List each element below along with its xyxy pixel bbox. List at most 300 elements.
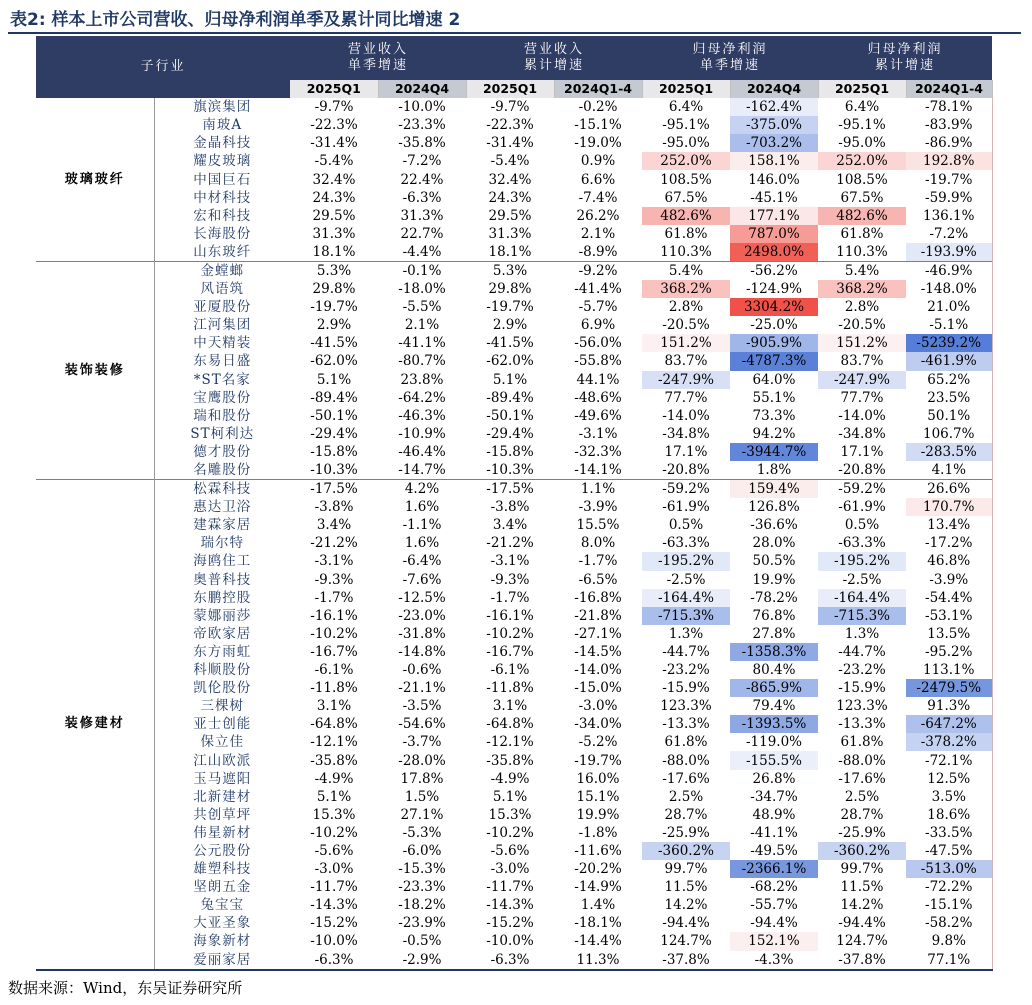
table-row	[36, 914, 992, 932]
table-row	[36, 334, 992, 352]
company-cell: 山东玻纤	[154, 243, 290, 262]
value-cell: 73.3%	[752, 407, 796, 424]
company-cell: 亚厦股份	[154, 298, 290, 316]
value-cell: -34.0%	[574, 716, 622, 733]
table-row	[36, 770, 992, 788]
value-cell: -4.9%	[314, 770, 354, 787]
value-cell: -0.1%	[378, 261, 466, 280]
sub-industry-cell: 装饰装修	[36, 261, 154, 479]
value-cell: 3.5%	[906, 788, 992, 806]
value-cell: -19.7%	[310, 299, 358, 316]
value-cell: -7.4%	[578, 189, 618, 206]
value-cell: 80.4%	[752, 662, 796, 679]
value-cell: 50.5%	[752, 553, 796, 570]
value-cell: -9.3%	[490, 571, 530, 588]
company-cell: 旗滨集团	[154, 98, 290, 116]
value-cell: -72.1%	[906, 751, 992, 769]
value-cell: -10.0%	[398, 99, 446, 116]
value-cell: 2.5%	[668, 788, 704, 805]
value-cell: -15.2%	[486, 915, 534, 932]
company-cell: 凯伦股份	[154, 679, 290, 697]
value-cell: -10.2%	[486, 824, 534, 841]
value-cell: -88.0%	[662, 752, 710, 769]
value-cell: -283.5%	[906, 443, 992, 461]
value-cell: -15.0%	[574, 680, 622, 697]
table-row	[36, 134, 992, 152]
value-cell: -3.9%	[578, 499, 618, 516]
value-cell: -1358.3%	[730, 643, 818, 661]
value-cell: 5.1%	[316, 788, 352, 805]
value-cell: 1.3%	[844, 625, 880, 642]
value-cell: -15.9%	[838, 680, 886, 697]
period-header: 2025Q1	[466, 80, 554, 98]
table-row	[36, 480, 992, 499]
value-cell: -7.6%	[402, 571, 442, 588]
value-cell: -3.1%	[490, 553, 530, 570]
value-cell: 61.8%	[664, 734, 708, 751]
value-cell: -8.9%	[578, 243, 618, 260]
value-cell: 99.7%	[840, 861, 884, 878]
value-cell: 123.3%	[660, 698, 712, 715]
value-cell: -1.1%	[402, 517, 442, 534]
value-cell: 17.1%	[840, 443, 884, 460]
value-cell: -23.2%	[662, 662, 710, 679]
table-row	[36, 552, 992, 570]
value-cell: -11.6%	[574, 842, 622, 859]
table-row	[36, 498, 992, 516]
value-cell: -19.0%	[574, 135, 622, 152]
table-row	[36, 715, 992, 733]
value-cell: 29.8%	[488, 281, 532, 298]
value-cell: 252.0%	[642, 152, 730, 170]
value-cell: -14.7%	[398, 462, 446, 479]
value-cell: 9.8%	[906, 932, 992, 950]
value-cell: 124.7%	[836, 933, 888, 950]
value-cell: -25.9%	[662, 824, 710, 841]
value-cell: 3.4%	[316, 517, 352, 534]
table-row	[36, 116, 992, 134]
value-cell: 13.4%	[906, 516, 992, 534]
company-cell: 宏和科技	[154, 207, 290, 225]
table-row	[36, 534, 992, 552]
value-cell: -14.8%	[398, 643, 446, 660]
value-cell: 91.3%	[906, 697, 992, 715]
table-row	[36, 806, 992, 824]
value-cell: -17.6%	[662, 770, 710, 787]
value-cell: 50.1%	[906, 407, 992, 425]
value-cell: -10.0%	[486, 933, 534, 950]
value-cell: -55.8%	[574, 353, 622, 370]
company-cell: 伟星新材	[154, 824, 290, 842]
value-cell: -37.8%	[642, 951, 730, 970]
value-cell: 99.7%	[664, 861, 708, 878]
table-row	[36, 607, 992, 625]
value-cell: -3.7%	[402, 734, 442, 751]
value-cell: 61.8%	[840, 225, 884, 242]
value-cell: 18.6%	[906, 806, 992, 824]
table-title: 表2: 样本上市公司营收、归母净利润单季及累计同比增速 2	[10, 10, 461, 30]
company-cell: 大亚圣象	[154, 914, 290, 932]
value-cell: 28.7%	[840, 806, 884, 823]
value-cell: 14.2%	[664, 897, 708, 914]
period-header: 2024Q4	[730, 80, 818, 98]
value-cell: -27.1%	[574, 625, 622, 642]
value-cell: -14.3%	[310, 897, 358, 914]
value-cell: 27.1%	[400, 806, 444, 823]
value-cell: -41.1%	[398, 335, 446, 352]
value-cell: -148.0%	[906, 280, 992, 298]
value-cell: -15.1%	[906, 896, 992, 914]
value-cell: -14.4%	[574, 933, 622, 950]
group-header: 营业收入 单季增速	[290, 36, 466, 80]
value-cell: 46.8%	[906, 552, 992, 570]
value-cell: -1393.5%	[730, 715, 818, 733]
value-cell: -54.6%	[398, 716, 446, 733]
value-cell: -34.7%	[750, 788, 798, 805]
value-cell: -15.8%	[486, 443, 534, 460]
value-cell: -360.2%	[818, 842, 906, 860]
company-cell: *ST名家	[154, 371, 290, 389]
group-header: 营业收入 累计增速	[466, 36, 642, 80]
company-cell: 长海股份	[154, 225, 290, 243]
value-cell: -461.9%	[906, 352, 992, 370]
table-row	[36, 243, 992, 262]
value-cell: -68.2%	[750, 879, 798, 896]
value-cell: 15.3%	[488, 806, 532, 823]
value-cell: 26.2%	[576, 207, 620, 224]
value-cell: 31.3%	[488, 225, 532, 242]
value-cell: -7.2%	[402, 153, 442, 170]
value-cell: -35.8%	[486, 752, 534, 769]
value-cell: -14.3%	[486, 897, 534, 914]
value-cell: -95.2%	[906, 643, 992, 661]
value-cell: -94.4%	[662, 915, 710, 932]
value-cell: -21.8%	[574, 607, 622, 624]
table-row	[36, 733, 992, 751]
value-cell: -23.2%	[838, 662, 886, 679]
value-cell: -32.3%	[574, 443, 622, 460]
sub-industry-cell: 玻璃玻纤	[64, 171, 125, 187]
value-cell: -78.2%	[750, 589, 798, 606]
value-cell: -89.4%	[310, 389, 358, 406]
value-cell: -47.5%	[906, 842, 992, 860]
company-cell: 三棵树	[154, 697, 290, 715]
value-cell: 368.2%	[642, 280, 730, 298]
value-cell: -41.5%	[310, 335, 358, 352]
value-cell: -20.8%	[662, 462, 710, 479]
company-cell: 海鸥住工	[154, 552, 290, 570]
value-cell: -1.8%	[578, 824, 618, 841]
value-cell: -95.0%	[662, 135, 710, 152]
growth-table	[36, 36, 993, 971]
value-cell: 158.1%	[730, 152, 818, 170]
table-row	[36, 316, 992, 334]
value-cell: -29.4%	[486, 425, 534, 442]
value-cell: 5.3%	[466, 261, 554, 280]
value-cell: -83.9%	[906, 116, 992, 134]
value-cell: 136.1%	[906, 207, 992, 225]
company-cell: 耀皮玻璃	[154, 152, 290, 170]
value-cell: 29.5%	[488, 207, 532, 224]
value-cell: -46.9%	[906, 261, 992, 280]
company-cell: ST柯利达	[154, 425, 290, 443]
value-cell: 19.9%	[752, 571, 796, 588]
value-cell: -49.5%	[750, 842, 798, 859]
value-cell: -20.5%	[662, 317, 710, 334]
value-cell: 123.3%	[836, 698, 888, 715]
company-cell: 江山欧派	[154, 751, 290, 769]
value-cell: -5239.2%	[906, 334, 992, 352]
value-cell: -62.0%	[486, 353, 534, 370]
value-cell: -20.5%	[838, 317, 886, 334]
company-cell: 惠达卫浴	[154, 498, 290, 516]
value-cell: -23.3%	[398, 879, 446, 896]
value-cell: -195.2%	[818, 552, 906, 570]
value-cell: -12.1%	[310, 734, 358, 751]
value-cell: 2.5%	[844, 788, 880, 805]
value-cell: -14.0%	[838, 407, 886, 424]
period-header: 2025Q1	[642, 80, 730, 98]
company-cell: 德才股份	[154, 443, 290, 461]
value-cell: -6.3%	[290, 951, 378, 970]
value-cell: -3.9%	[906, 571, 992, 589]
value-cell: -45.1%	[750, 189, 798, 206]
value-cell: 15.5%	[576, 517, 620, 534]
value-cell: -4787.3%	[730, 352, 818, 370]
table-row	[36, 425, 992, 443]
table-row	[36, 371, 992, 389]
company-cell: 金晶科技	[154, 134, 290, 152]
table-row	[36, 407, 992, 425]
value-cell: 21.0%	[906, 298, 992, 316]
value-cell: -247.9%	[642, 371, 730, 389]
value-cell: -41.5%	[486, 335, 534, 352]
value-cell: -10.3%	[486, 462, 534, 479]
company-cell: 爱丽家居	[154, 951, 290, 970]
group-header: 归母净利润 累计增速	[818, 36, 992, 80]
value-cell: 26.8%	[752, 770, 796, 787]
value-cell: 151.2%	[818, 334, 906, 352]
value-cell: -5.4%	[314, 153, 354, 170]
company-cell: 中天精装	[154, 334, 290, 352]
value-cell: 6.6%	[580, 171, 616, 188]
value-cell: -22.3%	[310, 117, 358, 134]
table-row	[36, 280, 992, 298]
value-cell: -164.4%	[818, 589, 906, 607]
value-cell: -1.7%	[314, 589, 354, 606]
value-cell: -3.1%	[578, 425, 618, 442]
value-cell: -80.7%	[398, 353, 446, 370]
value-cell: 83.7%	[840, 353, 884, 370]
value-cell: 15.1%	[576, 788, 620, 805]
value-cell: -31.4%	[310, 135, 358, 152]
value-cell: 482.6%	[642, 207, 730, 225]
table-row	[36, 860, 992, 878]
company-cell: 瑞尔特	[154, 534, 290, 552]
value-cell: 2.1%	[580, 225, 616, 242]
table-row	[36, 751, 992, 769]
value-cell: -33.5%	[906, 824, 992, 842]
value-cell: 31.3%	[312, 225, 356, 242]
value-cell: -865.9%	[730, 679, 818, 697]
value-cell: -703.2%	[730, 134, 818, 152]
value-cell: -905.9%	[730, 334, 818, 352]
value-cell: -14.5%	[574, 643, 622, 660]
value-cell: 113.1%	[906, 661, 992, 679]
company-cell: 中国巨石	[154, 170, 290, 188]
value-cell: 2.9%	[316, 317, 352, 334]
value-cell: 67.5%	[664, 189, 708, 206]
value-cell: -12.5%	[398, 589, 446, 606]
table-row	[36, 842, 992, 860]
value-cell: -13.3%	[662, 716, 710, 733]
value-cell: 18.1%	[312, 243, 356, 260]
value-cell: -4.4%	[402, 243, 442, 260]
value-cell: -94.4%	[838, 915, 886, 932]
value-cell: -56.0%	[574, 335, 622, 352]
value-cell: -22.3%	[486, 117, 534, 134]
period-header: 2025Q1	[818, 80, 906, 98]
value-cell: -28.0%	[398, 752, 446, 769]
value-cell: 108.5%	[660, 171, 712, 188]
value-cell: 48.9%	[752, 806, 796, 823]
value-cell: -21.2%	[486, 535, 534, 552]
value-cell: 16.0%	[576, 770, 620, 787]
value-cell: -5.7%	[578, 299, 618, 316]
company-cell: 东方雨虹	[154, 643, 290, 661]
value-cell: -513.0%	[906, 860, 992, 878]
value-cell: 76.8%	[752, 607, 796, 624]
value-cell: 1.5%	[404, 788, 440, 805]
value-cell: -58.2%	[906, 914, 992, 932]
value-cell: 177.1%	[730, 207, 818, 225]
value-cell: -164.4%	[642, 589, 730, 607]
value-cell: 124.7%	[660, 933, 712, 950]
value-cell: -0.6%	[402, 662, 442, 679]
value-cell: 192.8%	[906, 152, 992, 170]
company-cell: 中材科技	[154, 189, 290, 207]
value-cell: 146.0%	[748, 171, 800, 188]
company-cell: 坚朗五金	[154, 878, 290, 896]
value-cell: -2.5%	[666, 571, 706, 588]
value-cell: 22.7%	[400, 225, 444, 242]
value-cell: -0.5%	[402, 933, 442, 950]
value-cell: -13.3%	[838, 716, 886, 733]
value-cell: -23.3%	[398, 117, 446, 134]
value-cell: -78.1%	[906, 98, 992, 116]
table-row	[36, 824, 992, 842]
value-cell: 24.3%	[488, 189, 532, 206]
company-cell: 共创草坪	[154, 806, 290, 824]
value-cell: 0.5%	[844, 517, 880, 534]
value-cell: -95.1%	[662, 117, 710, 134]
value-cell: -6.1%	[314, 662, 354, 679]
value-cell: 2.8%	[668, 299, 704, 316]
value-cell: 8.0%	[580, 535, 616, 552]
company-cell: 兔宝宝	[154, 896, 290, 914]
value-cell: -3.8%	[314, 499, 354, 516]
value-cell: 94.2%	[752, 425, 796, 442]
value-cell: -89.4%	[486, 389, 534, 406]
value-cell: -5.1%	[906, 316, 992, 334]
table-row	[36, 878, 992, 896]
value-cell: 77.7%	[840, 389, 884, 406]
table-row	[36, 152, 992, 170]
value-cell: -6.3%	[466, 951, 554, 970]
value-cell: -54.4%	[906, 589, 992, 607]
value-cell: -20.8%	[838, 462, 886, 479]
value-cell: 64.0%	[752, 371, 796, 388]
value-cell: 5.1%	[492, 371, 528, 388]
value-cell: -16.1%	[310, 607, 358, 624]
value-cell: -378.2%	[906, 733, 992, 751]
table-row	[36, 298, 992, 316]
value-cell: -2.5%	[842, 571, 882, 588]
value-cell: -16.1%	[486, 607, 534, 624]
value-cell: -15.8%	[310, 443, 358, 460]
value-cell: 23.8%	[400, 371, 444, 388]
value-cell: -2479.5%	[906, 679, 992, 697]
value-cell: 28.0%	[752, 535, 796, 552]
value-cell: -715.3%	[642, 607, 730, 625]
value-cell: -25.9%	[838, 824, 886, 841]
value-cell: 126.8%	[748, 499, 800, 516]
value-cell: -11.8%	[486, 680, 534, 697]
value-cell: -6.3%	[402, 189, 442, 206]
value-cell: -14.9%	[574, 879, 622, 896]
value-cell: -12.1%	[486, 734, 534, 751]
value-cell: -23.0%	[398, 607, 446, 624]
value-cell: -3.0%	[578, 698, 618, 715]
value-cell: -19.7%	[574, 752, 622, 769]
value-cell: 368.2%	[818, 280, 906, 298]
value-cell: 26.6%	[906, 480, 992, 499]
value-cell: 61.8%	[840, 734, 884, 751]
company-cell: 名雕股份	[154, 461, 290, 480]
value-cell: 31.3%	[400, 207, 444, 224]
value-cell: 65.2%	[906, 371, 992, 389]
value-cell: -2.9%	[378, 951, 466, 970]
value-cell: -3.1%	[314, 553, 354, 570]
value-cell: -62.0%	[310, 353, 358, 370]
value-cell: -41.4%	[574, 281, 622, 298]
table-row	[36, 896, 992, 914]
value-cell: -36.6%	[750, 517, 798, 534]
value-cell: -14.1%	[574, 462, 622, 479]
company-cell: 蒙娜丽莎	[154, 607, 290, 625]
value-cell: -19.7%	[906, 170, 992, 188]
title-divider	[8, 32, 1021, 34]
table-row	[36, 352, 992, 370]
value-cell: -6.1%	[490, 662, 530, 679]
table-row	[36, 443, 992, 461]
value-cell: 1.6%	[404, 535, 440, 552]
value-cell: 29.8%	[312, 281, 356, 298]
value-cell: 61.8%	[664, 225, 708, 242]
value-cell: -10.0%	[310, 933, 358, 950]
value-cell: -375.0%	[730, 116, 818, 134]
value-cell: 11.5%	[840, 879, 884, 896]
value-cell: 67.5%	[840, 189, 884, 206]
value-cell: -10.2%	[310, 625, 358, 642]
value-cell: -23.9%	[398, 915, 446, 932]
table-row	[36, 461, 992, 480]
value-cell: 6.9%	[580, 317, 616, 334]
value-cell: -56.2%	[730, 261, 818, 280]
value-cell: -16.7%	[486, 643, 534, 660]
company-cell: 宝鹰股份	[154, 389, 290, 407]
value-cell: -17.5%	[466, 480, 554, 499]
